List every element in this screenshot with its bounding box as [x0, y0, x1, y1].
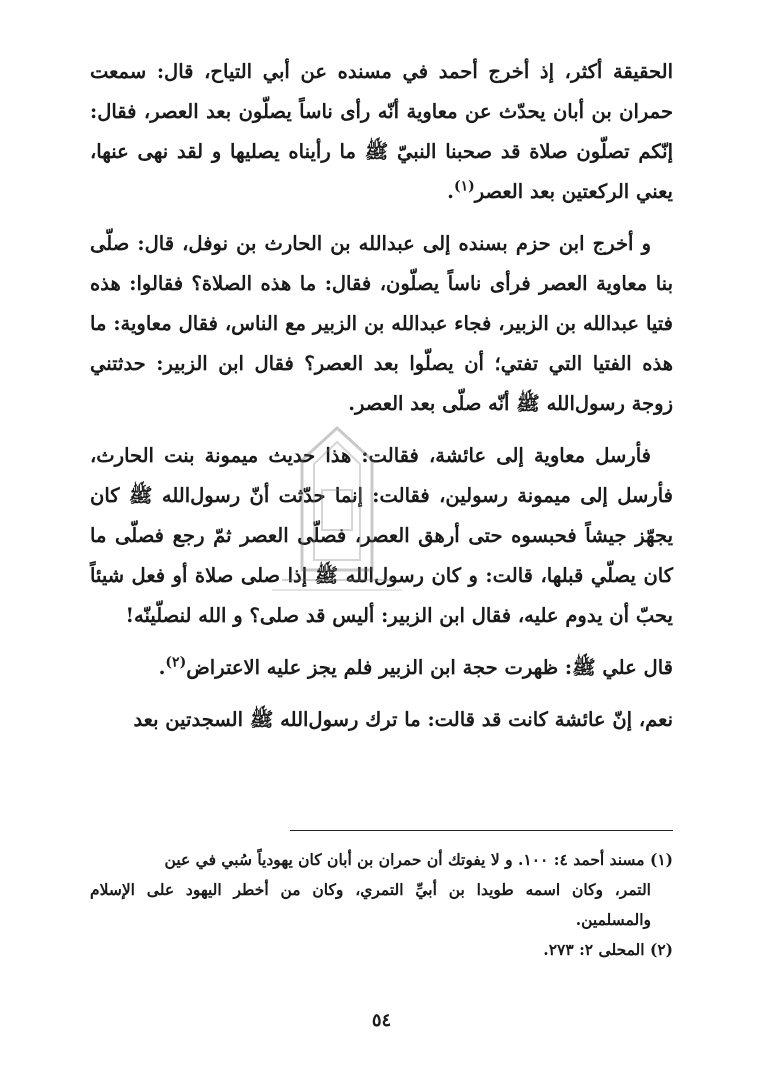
footnote-1 [90, 845, 673, 935]
paragraph-2: و أخرج ابن حزم بسنده إلى عبدالله بن الحارث بن نوفل، قال: صلّى بنا معاوية العصر فرأى ناساً يصلّون، فقال: ما هذه الصلاة؟ فقالوا: هذه فتيا عبدالله بن الزبير، فجاء عبدالله بن الزبير مع الناس، فقال معاوية: ما هذه الفتيا التي تفتي؛ أن يصلّوا بعد العصر؟ فقال ابن الزبير: حدثتني زوجة رسول‌الله ﷺ أنّه صلّى بعد العصر. [90, 232, 673, 415]
paragraph-1: الحقيقة أكثر، إذ أخرج أحمد في مسنده عن أبي التياح، قال: سمعت حمران بن أبان يحدّث عن معاوية أنّه رأى ناساً يصلّون بعد العصر، فقال: إنّكم تصلّون صلاة قد صحبنا النبيّ ﷺ ما رأيناه يصليها و لقد نهى عنها، يعني الركعتين بعد العصر$^{(١)}$. [90, 60, 673, 203]
footnote-number: (١) [649, 850, 673, 869]
main-text [90, 52, 673, 752]
footnote-text: مسند أحمد ٤: ١٠٠. و لا يفوتك أن حمران بن أبان كان يهودياً سُبي في عين [164, 850, 645, 869]
page-number: ٥٤ [371, 1010, 392, 1031]
footnote-ref-1[interactable]: (١) [453, 178, 475, 195]
footnote-number: (٢) [649, 940, 673, 959]
paragraph-3: فأرسل معاوية إلى عائشة، فقالت: هذا حديث ميمونة بنت الحارث، فأرسل إلى ميمونة رسولين، فقالت: إنما حدّثت أنّ رسول‌الله ﷺ كان يجهّز جيشاً فحبسوه حتى أرهق العصر، فصلّى العصر ثمّ رجع فصلّى ما كان يصلّي قبلها، قالت: و كان رسول‌الله ﷺ إذا صلى صلاة أو فعل شيئاً يحبّ أن يدوم عليه، فقال ابن الزبير: أليس قد صلى؟ و الله لنصلّينّه! [90, 444, 673, 627]
footnote-ref-2[interactable]: (٢) [165, 654, 187, 671]
footnote-text: المحلى ٢: ٢٧٣. [543, 940, 645, 959]
footnotes [90, 845, 673, 965]
library-stamp-watermark [262, 420, 412, 610]
footnote-text-continued: التمر، وكان اسمه طويدا بن أبيِّ التمري، وكان من أخطر اليهود على الإسلام والمسلمين. [90, 880, 651, 929]
footnote-2 [90, 935, 673, 965]
footnote-divider [290, 830, 673, 831]
paragraph-5: نعم، إنّ عائشة كانت قد قالت: ما ترك رسول‌الله ﷺ السجدتين بعد [133, 708, 673, 731]
paragraph-4: قال علي ﷺ: ظهرت حجة ابن الزبير فلم يجز عليه الاعتراض$^{(٢)}$. [158, 654, 673, 679]
